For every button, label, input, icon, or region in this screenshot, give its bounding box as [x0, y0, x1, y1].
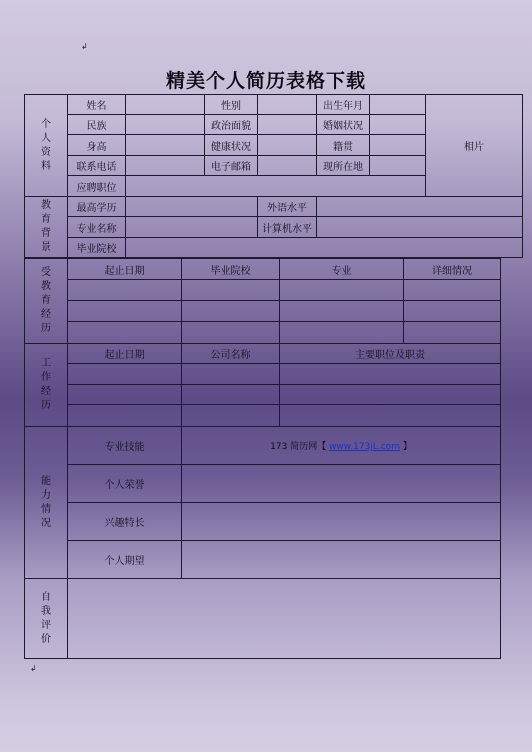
label-school: 毕业院校: [68, 238, 126, 258]
value-school[interactable]: [126, 238, 523, 258]
value-postal[interactable]: [258, 156, 317, 176]
ability-table: [24, 426, 501, 659]
section-work-history: 工 作 经 历: [25, 344, 68, 427]
header-work-company: 公司名称: [182, 344, 280, 364]
study-row-2-details[interactable]: [404, 301, 501, 322]
label-gender: 性别: [205, 95, 258, 115]
value-self-assessment[interactable]: [68, 579, 501, 659]
study-row-3-details[interactable]: [404, 322, 501, 344]
site-prefix: 173 简历网【: [270, 442, 330, 452]
section-study-history: 受 教 育 经 历: [25, 259, 68, 344]
paragraph-mark: ↲: [30, 664, 37, 673]
work-row-2-dates[interactable]: [68, 385, 182, 405]
header-work-duties: 主要职位及职责: [280, 344, 501, 364]
value-health[interactable]: [258, 135, 317, 156]
label-expectations: 个人期望: [68, 541, 182, 579]
header-study-school: 毕业院校: [182, 259, 280, 280]
label-hobbies: 兴趣特长: [68, 503, 182, 541]
paragraph-mark: ↲: [81, 42, 88, 51]
header-study-major: 专业: [280, 259, 404, 280]
label-birth: 出生年月: [317, 95, 370, 115]
value-computer[interactable]: [317, 217, 523, 238]
study-row-1-details[interactable]: [404, 280, 501, 301]
label-language: 外语水平: [258, 197, 317, 217]
work-row-3-dates[interactable]: [68, 405, 182, 427]
label-major: 专业名称: [68, 217, 126, 238]
value-birth[interactable]: [370, 95, 426, 115]
work-row-2-company[interactable]: [182, 385, 280, 405]
value-native[interactable]: [370, 135, 426, 156]
work-row-1-company[interactable]: [182, 364, 280, 385]
page-title: 精美个人简历表格下载: [165, 70, 366, 92]
study-row-1-school[interactable]: [182, 280, 280, 301]
study-row-3-dates[interactable]: [68, 322, 182, 344]
section-self-assessment: 自 我 评 价: [25, 579, 68, 659]
history-table: [24, 258, 501, 427]
section-education: 教 育 背 景: [25, 197, 68, 258]
label-position: 应聘职位: [68, 176, 126, 197]
value-expectations[interactable]: [182, 541, 501, 579]
label-politics: 政治面貌: [205, 115, 258, 135]
study-row-2-major[interactable]: [280, 301, 404, 322]
label-residence: 现所在地: [317, 156, 370, 176]
value-honors[interactable]: [182, 465, 501, 503]
label-health: 健康状况: [205, 135, 258, 156]
label-ethnicity: 民族: [68, 115, 126, 135]
section-personal-info: 个 人 资 料: [25, 95, 68, 197]
resume-info-table: [24, 94, 523, 258]
value-gender[interactable]: [258, 95, 317, 115]
header-work-dates: 起止日期: [68, 344, 182, 364]
site-link[interactable]: www.173jL.com: [329, 442, 400, 452]
label-height: 身高: [68, 135, 126, 156]
value-marital[interactable]: [370, 115, 426, 135]
value-position[interactable]: [126, 176, 426, 197]
value-hobbies[interactable]: [182, 503, 501, 541]
label-marital: 婚姻状况: [317, 115, 370, 135]
label-honors: 个人荣誉: [68, 465, 182, 503]
study-row-3-major[interactable]: [280, 322, 404, 344]
site-suffix: 】: [399, 442, 412, 452]
section-ability: 能 力 情 况: [25, 427, 68, 579]
study-row-2-dates[interactable]: [68, 301, 182, 322]
work-row-3-company[interactable]: [182, 405, 280, 427]
work-row-2-duties[interactable]: [280, 385, 501, 405]
value-major[interactable]: [126, 217, 258, 238]
value-skills[interactable]: [182, 427, 501, 465]
value-phone[interactable]: [126, 156, 205, 176]
work-row-1-duties[interactable]: [280, 364, 501, 385]
study-row-2-school[interactable]: [182, 301, 280, 322]
label-skills: 专业技能: [68, 427, 182, 465]
value-height[interactable]: [126, 135, 205, 156]
label-name: 姓名: [68, 95, 126, 115]
value-degree[interactable]: [126, 197, 258, 217]
header-study-dates: 起止日期: [68, 259, 182, 280]
label-phone: 联系电话: [68, 156, 126, 176]
label-postal: 电子邮箱: [205, 156, 258, 176]
value-language[interactable]: [317, 197, 523, 217]
value-name[interactable]: [126, 95, 205, 115]
work-row-3-duties[interactable]: [280, 405, 501, 427]
photo-cell[interactable]: 相片: [426, 95, 523, 197]
study-row-3-school[interactable]: [182, 322, 280, 344]
label-degree: 最高学历: [68, 197, 126, 217]
value-politics[interactable]: [258, 115, 317, 135]
value-ethnicity[interactable]: [126, 115, 205, 135]
label-computer: 计算机水平: [258, 217, 317, 238]
value-residence[interactable]: [370, 156, 426, 176]
work-row-1-dates[interactable]: [68, 364, 182, 385]
study-row-1-dates[interactable]: [68, 280, 182, 301]
label-native: 籍贯: [317, 135, 370, 156]
header-study-details: 详细情况: [404, 259, 501, 280]
study-row-1-major[interactable]: [280, 280, 404, 301]
